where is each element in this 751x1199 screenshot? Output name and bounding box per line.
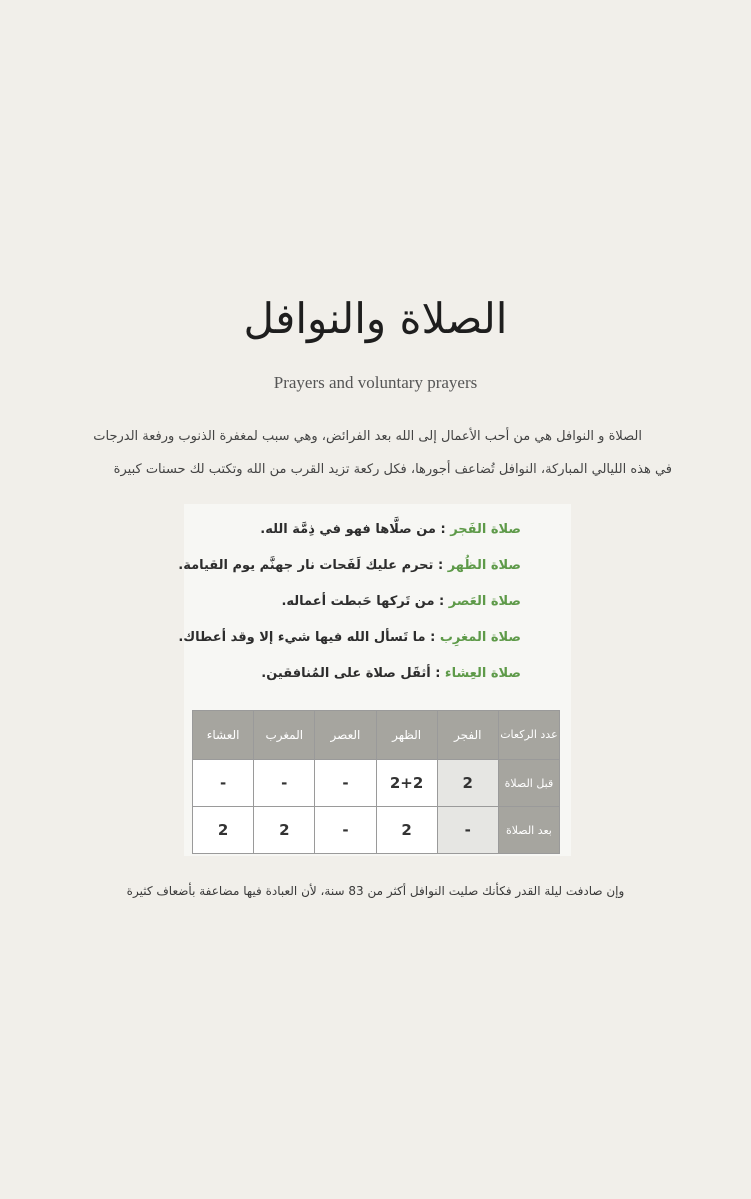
intro-paragraph [80,420,672,486]
prayer-name: صلاة العَصر [448,594,521,609]
page-title: الصلاة والنوافل [243,294,508,343]
rakaat-table-wrapper [192,710,560,853]
hadith-maghrib [178,626,521,662]
table-cell: 2 [376,807,437,854]
prayer-name: صلاة العِشاء [444,666,521,681]
column-header-fajr: الفجر [437,711,498,760]
footer-note: وإن صادفت ليلة القدر فكأنك صليت النوافل أكثر من 83 سنة، لأن العبادة فيها مضاعفة بأضعاف كثيرة [126,884,625,898]
prayer-name: صلاة المغرِب [439,630,521,645]
table-cell: - [437,807,498,854]
table-cell: - [315,760,376,807]
prayer-name: صلاة الفَجر [450,522,521,537]
table-cell: - [315,807,376,854]
intro-line-2: في هذه الليالي المباركة، النوافل تُضاعف أجورها، فكل ركعة تزيد القرب من الله وتكتب لك حسنات كبيرة [113,462,672,477]
prayer-info-card [178,504,571,856]
table-cell: 2+2 [376,760,437,807]
table-corner-header: عدد الركعات [498,711,559,760]
hadith-dhuhr [178,554,521,590]
rakaat-table [192,710,560,854]
table-row [193,760,560,807]
hadith-text: : تحرم عليك لَفَحات نار جهنَّم يوم القيامة. [178,558,448,573]
table-cell: - [254,760,315,807]
hadith-isha [178,662,521,698]
hadith-asr [178,590,521,626]
table-cell: - [193,760,254,807]
table-cell: 2 [254,807,315,854]
hadith-text: : ما تَسأل الله فيها شيء إلا وقد أعطاك. [178,630,440,645]
column-header-asr: العصر [315,711,376,760]
hadith-list [178,518,521,698]
table-header-row [193,711,560,760]
intro-line-1: الصلاة و النوافل هي من أحب الأعمال إلى الله بعد الفرائض، وهي سبب لمغفرة الذنوب ورفعة الدرجات [93,429,642,444]
row-header-after: بعد الصلاة [498,807,559,854]
hadith-text: : أثقَل صلاة على المُنافقين. [261,666,445,681]
table-cell: 2 [193,807,254,854]
table-row [193,807,560,854]
hadith-text: : من تَركها حَبطت أعماله. [281,594,449,609]
column-header-isha: العشاء [193,711,254,760]
hadith-text: : من صلَّاها فهو في ذِمَّة الله. [260,522,451,537]
prayer-name: صلاة الظُهر [447,558,521,573]
column-header-dhuhr: الظهر [376,711,437,760]
table-cell: 2 [437,760,498,807]
row-header-before: قبل الصلاة [498,760,559,807]
column-header-maghrib: المغرب [254,711,315,760]
page-subtitle: Prayers and voluntary prayers [273,373,478,392]
hadith-fajr [178,518,521,554]
